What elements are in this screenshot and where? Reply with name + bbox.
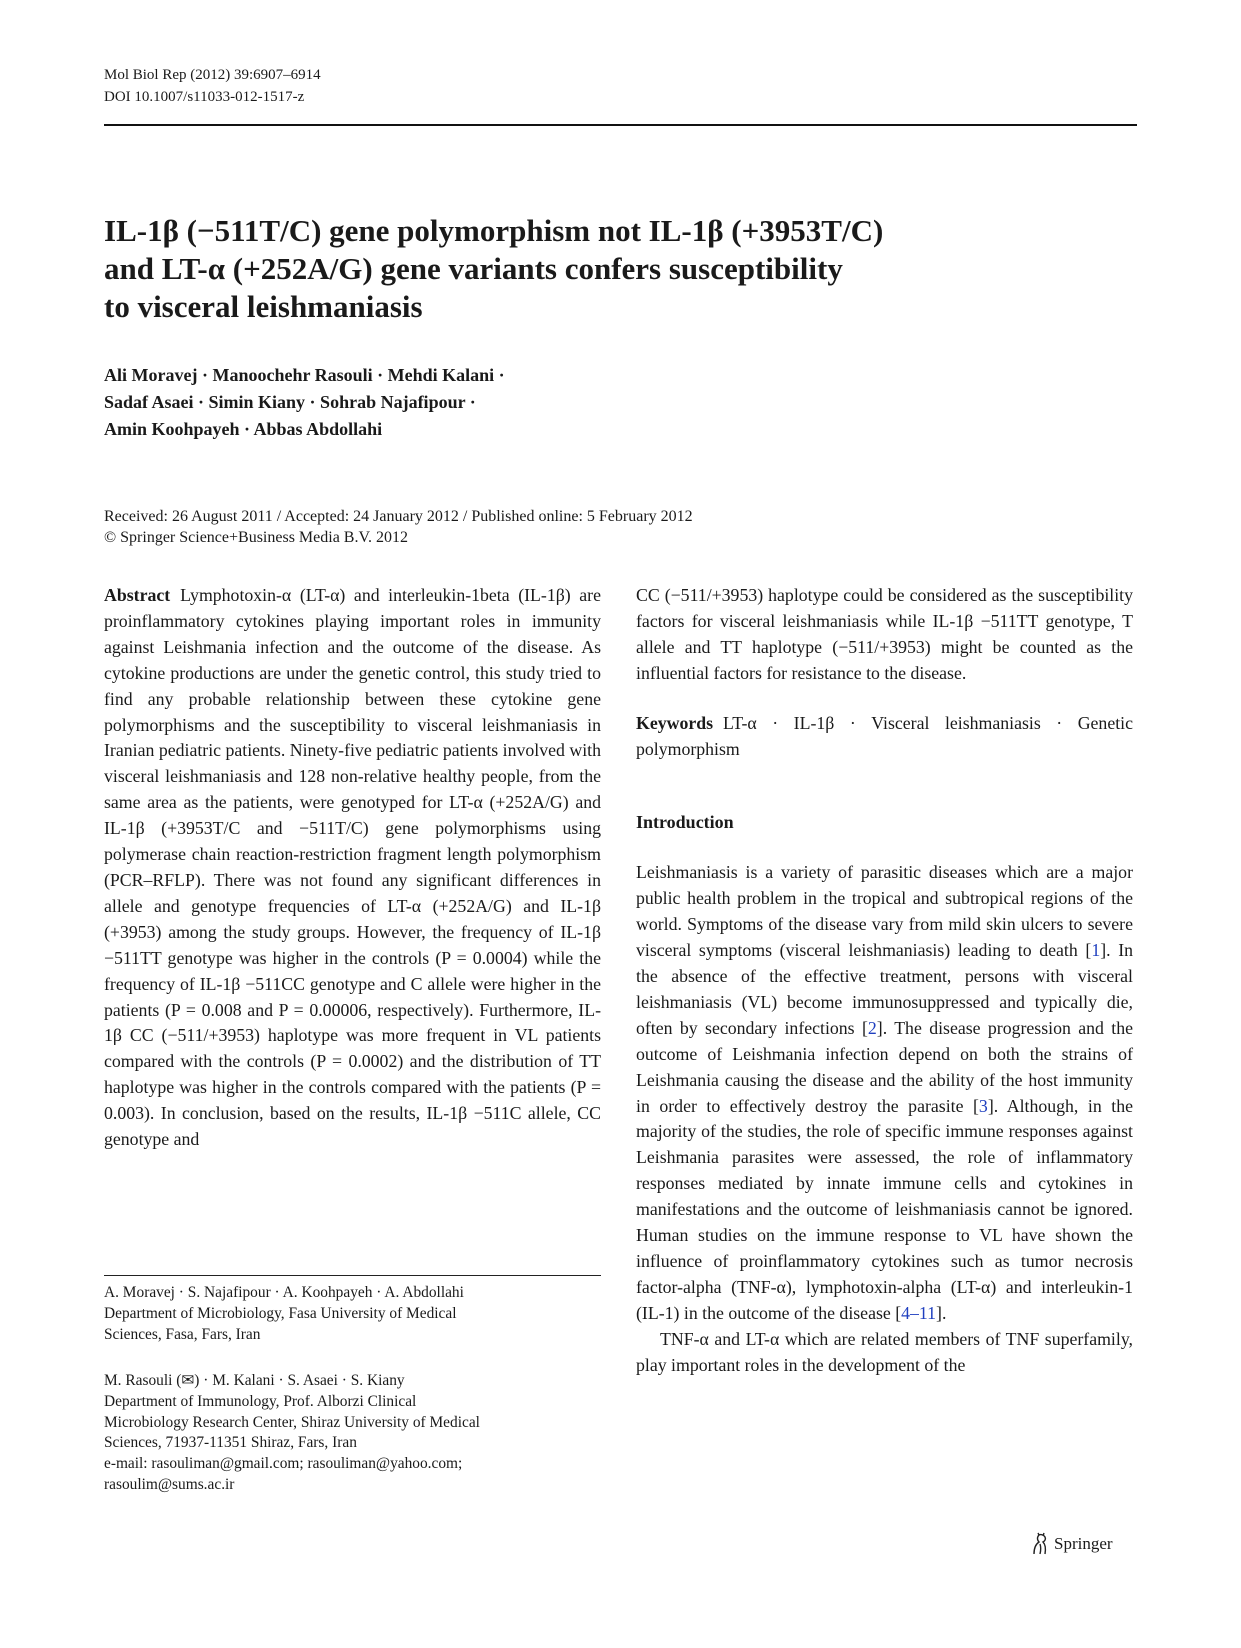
- author-line: Amin Koohpayeh · Abbas Abdollahi: [104, 419, 383, 439]
- abstract: [104, 583, 601, 1153]
- journal-header: [104, 64, 321, 108]
- affiliation-line: A. Moravej · S. Najafipour · A. Koohpayeh · A. Abdollahi: [104, 1284, 464, 1301]
- email-line: e-mail: rasouliman@gmail.com; rasouliman@yahoo.com;: [104, 1455, 463, 1473]
- header-rule: [104, 124, 1137, 126]
- intro-text: ]. The disease progression and the outcome of Leishmania infection depend on both the strains of Leishmania causing the disease and the ability of the host immunity in order to effectively destroy the parasite [: [636, 1017, 1133, 1116]
- keywords-text: LT-α · IL-1β · Visceral leishmaniasis · Genetic polymorphism: [636, 712, 1133, 759]
- left-column: [104, 583, 601, 1153]
- citation-link[interactable]: 2: [867, 1017, 877, 1038]
- affiliation-block: [104, 1283, 601, 1345]
- affiliation-line: Sciences, Fasa, Fars, Iran: [104, 1325, 261, 1343]
- affiliation-rule: [104, 1275, 601, 1276]
- citation-link[interactable]: 4–11: [901, 1302, 937, 1323]
- citation-link[interactable]: 1: [1091, 940, 1101, 961]
- section-heading-introduction: Introduction: [636, 812, 734, 833]
- publisher-footer: [1030, 1532, 1113, 1556]
- title-line: and LT-α (+252A/G) gene variants confers susceptibility: [104, 251, 843, 286]
- publisher-name: Springer: [1054, 1534, 1113, 1553]
- abstract-continued: CC (−511/+3953) haplotype could be considered as the susceptibility factors for visceral leishmaniasis while IL-1β −511TT genotype, T allele and TT haplotype (−511/+3953) might be counted as the influential factors for resistance to the disease.: [636, 585, 1133, 683]
- affiliation-line: Department of Immunology, Prof. Alborzi Clinical: [104, 1392, 417, 1410]
- article-title: [104, 212, 1104, 326]
- publication-dates: [104, 506, 693, 548]
- affiliation-line: Department of Microbiology, Fasa University of Medical: [104, 1304, 457, 1322]
- right-column: [636, 583, 1133, 1378]
- affiliation-line: Sciences, 71937-11351 Shiraz, Fars, Iran: [104, 1434, 357, 1452]
- springer-horse-icon: [1030, 1532, 1050, 1556]
- copyright: © Springer Science+Business Media B.V. 2012: [104, 529, 408, 546]
- date-history: Received: 26 August 2011 / Accepted: 24 January 2012 / Published online: 5 February 2012: [104, 508, 693, 525]
- abstract-text: Lymphotoxin-α (LT-α) and interleukin-1beta (IL-1β) are proinflammatory cytokines playing important roles in immunity against Leishmania infection and the outcome of the disease. As cytokine productions are under the genetic control, this study tried to find any probable relationship between these cytokine gene polymorphisms and the susceptibility to visceral leishmaniasis in Iranian pediatric patients. Ninety-five pediatric patients involved with visceral leishmaniasis and 128 non-relative healthy people, from the same area as the patients, were genotyped for LT-α (+252A/G) and IL-1β (+3953T/C and −511T/C) gene polymorphisms using polymerase chain reaction-restriction fragment length polymorphism (PCR–RFLP). There was not found any significant differences in allele and genotype frequencies of LT-α (+252A/G) and IL-1β (+3953) among the study groups. However, the frequency of IL-1β −511TT genotype was higher in the controls (P = 0.0004) while the frequency of IL-1β −511CC genotype and C allele were higher in the patients (P = 0.008 and P = 0.00006, respectively). Furthermore, IL-1β CC (−511/+3953) haplotype was more frequent in VL patients compared with the controls (P = 0.0002) and the distribution of TT haplotype was higher in the controls compared with the patients (P = 0.003). In conclusion, based on the results, IL-1β −511C allele, CC genotype and: [104, 585, 601, 1150]
- intro-text: Leishmaniasis is a variety of parasitic diseases which are a major public health problem in the tropical and subtropical regions of the world. Symptoms of the disease vary from mild skin ulcers to severe visceral symptoms (visceral leishmaniasis) leading to death [: [636, 862, 1133, 961]
- citation-link[interactable]: 3: [978, 1095, 988, 1116]
- keywords: [636, 711, 1133, 763]
- intro-paragraph: [636, 860, 1133, 1326]
- intro-paragraph: TNF-α and LT-α which are related members of TNF superfamily, play important roles in the development of the: [636, 1328, 1133, 1375]
- intro-text: ].: [936, 1302, 947, 1323]
- journal-citation: Mol Biol Rep (2012) 39:6907–6914: [104, 67, 321, 83]
- author-line: Ali Moravej · Manoochehr Rasouli · Mehdi Kalani ·: [104, 365, 505, 385]
- keywords-label: Keywords: [636, 712, 714, 733]
- abstract-label: Abstract: [104, 585, 171, 605]
- affiliation-line: M. Rasouli (✉) · M. Kalani · S. Asaei · S. Kiany: [104, 1372, 405, 1389]
- affiliation-block: [104, 1371, 601, 1496]
- author-line: Sadaf Asaei · Simin Kiany · Sohrab Najafipour ·: [104, 392, 476, 412]
- intro-text: ]. In the absence of the effective treatment, persons with visceral leishmaniasis (VL) become immunosuppressed and typically die, often by secondary infections [: [636, 940, 1134, 1038]
- title-line: IL-1β (−511T/C) gene polymorphism not IL-1β (+3953T/C): [104, 213, 884, 248]
- doi: DOI 10.1007/s11033-012-1517-z: [104, 89, 305, 105]
- email-line: rasoulim@sums.ac.ir: [104, 1475, 235, 1493]
- affiliation-line: Microbiology Research Center, Shiraz University of Medical: [104, 1413, 480, 1431]
- author-list: [104, 362, 904, 443]
- intro-text: ]. Although, in the majority of the studies, the role of specific immune responses against Leishmania parasites were assessed, the role of inflammatory responses mediated by innate immune cells and cytokines in manifestations and the outcome of leishmaniasis cannot be ignored. Human studies on the immune response to VL have shown the influence of proinflammatory cytokines such as tumor necrosis factor-alpha (TNF-α), lymphotoxin-alpha (LT-α) and interleukin-1 (IL-1) in the outcome of the disease [: [636, 1095, 1133, 1323]
- title-line: to visceral leishmaniasis: [104, 289, 423, 324]
